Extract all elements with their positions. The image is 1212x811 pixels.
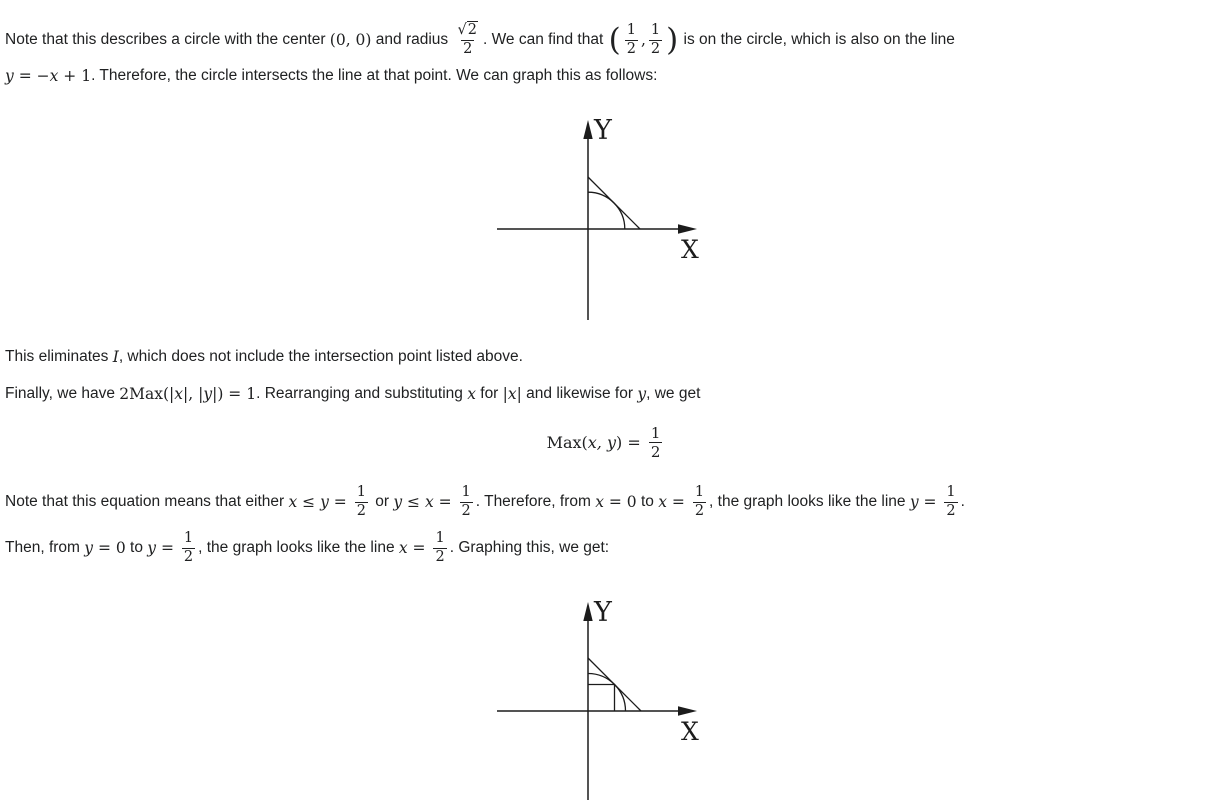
text-segment: . Therefore, from xyxy=(475,493,596,510)
graph1-circle-arc xyxy=(588,192,625,229)
fraction-denominator: 2 xyxy=(946,502,956,519)
text-segment: Finally, we have xyxy=(5,384,120,402)
math-var-y: y xyxy=(637,384,647,403)
fraction-denominator: 2 xyxy=(626,40,636,57)
graph1-x-axis-label: X xyxy=(681,235,699,264)
fraction-one-half xyxy=(460,484,473,520)
math-var-x: x xyxy=(49,67,59,85)
text-segment: to xyxy=(125,539,148,556)
fraction-numerator: 1 xyxy=(461,484,471,501)
fraction-numerator: 1 xyxy=(650,423,661,442)
text-segment: Then, from xyxy=(5,539,85,556)
left-paren: ( xyxy=(608,21,621,58)
math-equals: = xyxy=(918,493,942,511)
math-var-x: x xyxy=(424,493,434,511)
fraction-one-half xyxy=(693,484,706,520)
paragraph-1-line-1 xyxy=(5,17,955,63)
text-segment: , the graph looks like the line xyxy=(709,493,910,510)
fraction-denominator: 2 xyxy=(461,502,471,519)
math-segment: |, | xyxy=(183,384,204,403)
fraction-one-half xyxy=(649,22,662,58)
math-plus-one: + 1 xyxy=(58,67,92,85)
graph1-y-axis-arrow xyxy=(583,120,592,139)
math-var-x: x xyxy=(288,493,298,511)
graph2-circle-arc xyxy=(588,674,626,712)
text-segment: . Therefore, the circle intersects the line at that point. We can graph this as follows: xyxy=(91,67,658,84)
fraction-denominator: 2 xyxy=(694,502,705,519)
text-segment: . Rearranging and substituting xyxy=(256,384,468,402)
math-equals-zero: = 0 xyxy=(603,493,637,511)
math-segment: 2Max(| xyxy=(119,384,175,403)
graph1-y-axis-label: Y xyxy=(594,115,612,146)
note-line-1 xyxy=(5,479,965,525)
text-segment: is on the circle, which is also on the line xyxy=(679,31,955,48)
math-var-y: y xyxy=(84,539,94,557)
display-equation xyxy=(0,418,1212,466)
fraction-denominator: 2 xyxy=(183,548,194,565)
fraction-denominator: 2 xyxy=(463,40,473,57)
math-equals-zero: = 0 xyxy=(93,539,126,557)
comma: , xyxy=(640,31,646,49)
figure-2-graph xyxy=(488,590,710,811)
math-var-y: y xyxy=(909,493,919,511)
math-le: ≤ xyxy=(297,493,321,511)
graph2-x-axis-arrow xyxy=(678,706,697,715)
fraction-numerator xyxy=(455,22,479,39)
fraction-one-half xyxy=(433,530,446,566)
math-var-x: x xyxy=(658,493,667,511)
fraction-numerator: 1 xyxy=(626,22,636,39)
note-line-2 xyxy=(5,525,609,571)
math-equals: = xyxy=(328,493,352,511)
math-var-y: y xyxy=(203,384,213,403)
fraction-numerator: 1 xyxy=(183,530,194,547)
graph2-max-square xyxy=(588,685,615,712)
fraction-denominator: 2 xyxy=(435,548,445,565)
math-segment: ) = xyxy=(616,432,646,452)
fraction-numerator: 1 xyxy=(650,22,661,39)
math-var-x: x xyxy=(174,384,184,403)
math-var-y: y xyxy=(147,539,157,557)
fraction-denominator: 2 xyxy=(650,40,661,57)
text-segment: This eliminates xyxy=(5,348,113,365)
text-segment: to xyxy=(636,493,659,510)
text-segment: . We can find that xyxy=(482,31,608,48)
math-equals: = xyxy=(666,493,690,511)
graph2-y-axis-arrow xyxy=(583,602,592,621)
math-center-point: (0, 0) xyxy=(329,31,372,49)
fraction-one-half xyxy=(649,424,663,461)
math-var-x: x xyxy=(467,384,476,403)
math-var-y: y xyxy=(5,67,14,85)
figure-1-graph xyxy=(488,108,710,333)
sqrt-argument: 2 xyxy=(467,22,477,39)
math-var-x: x xyxy=(595,493,604,511)
fraction-one-half xyxy=(355,484,368,520)
text-segment: . xyxy=(960,493,965,510)
text-segment: . Graphing this, we get: xyxy=(449,539,610,556)
graph2-y-axis-label: Y xyxy=(594,597,612,628)
math-segment: Max( xyxy=(546,432,588,452)
math-le: ≤ xyxy=(402,493,425,511)
graph2-x-axis-label: X xyxy=(681,717,699,746)
text-segment: for xyxy=(475,384,503,402)
math-equals: = xyxy=(407,539,431,557)
text-segment: , we get xyxy=(646,384,701,402)
fraction-denominator: 2 xyxy=(356,502,366,519)
fraction-one-half xyxy=(625,22,638,58)
text-segment: , the graph looks like the line xyxy=(198,539,399,556)
math-segment: |) = 1 xyxy=(212,384,257,403)
paragraph-1-line-2 xyxy=(5,64,657,88)
math-var-x: x xyxy=(398,539,408,557)
fraction-numerator: 1 xyxy=(946,484,956,501)
math-vars-xy: x, y xyxy=(587,432,617,452)
sqrt-symbol: √ xyxy=(457,22,467,39)
fraction-denominator: 2 xyxy=(650,442,661,461)
finally-line xyxy=(5,380,700,407)
text-segment: Note that this describes a circle with the center xyxy=(5,31,330,48)
text-segment: , which does not include the intersection point listed above. xyxy=(118,348,523,365)
text-segment: or xyxy=(370,493,394,510)
fraction-numerator: 1 xyxy=(435,530,445,547)
text-segment: Note that this equation means that either xyxy=(5,493,289,510)
math-var-x: x xyxy=(507,384,517,403)
abs-bar: | xyxy=(516,384,522,403)
fraction-numerator: 1 xyxy=(694,484,705,501)
fraction-one-half xyxy=(944,484,957,520)
fraction-one-half xyxy=(182,530,195,566)
fraction-numerator: 1 xyxy=(356,484,366,501)
math-var-I: I xyxy=(112,348,119,366)
math-equals: = xyxy=(433,493,457,511)
right-paren: ) xyxy=(666,21,679,58)
math-var-y: y xyxy=(320,493,329,511)
fraction-sqrt2-over-2 xyxy=(455,22,479,58)
text-segment: and likewise for xyxy=(521,384,638,402)
eliminates-line xyxy=(5,345,523,369)
graph1-x-axis-arrow xyxy=(678,224,697,233)
math-equals-minus: = − xyxy=(13,67,50,85)
math-var-y: y xyxy=(393,493,403,511)
math-equals: = xyxy=(156,539,179,557)
abs-bar: | xyxy=(502,384,508,403)
text-segment: and radius xyxy=(371,31,453,48)
